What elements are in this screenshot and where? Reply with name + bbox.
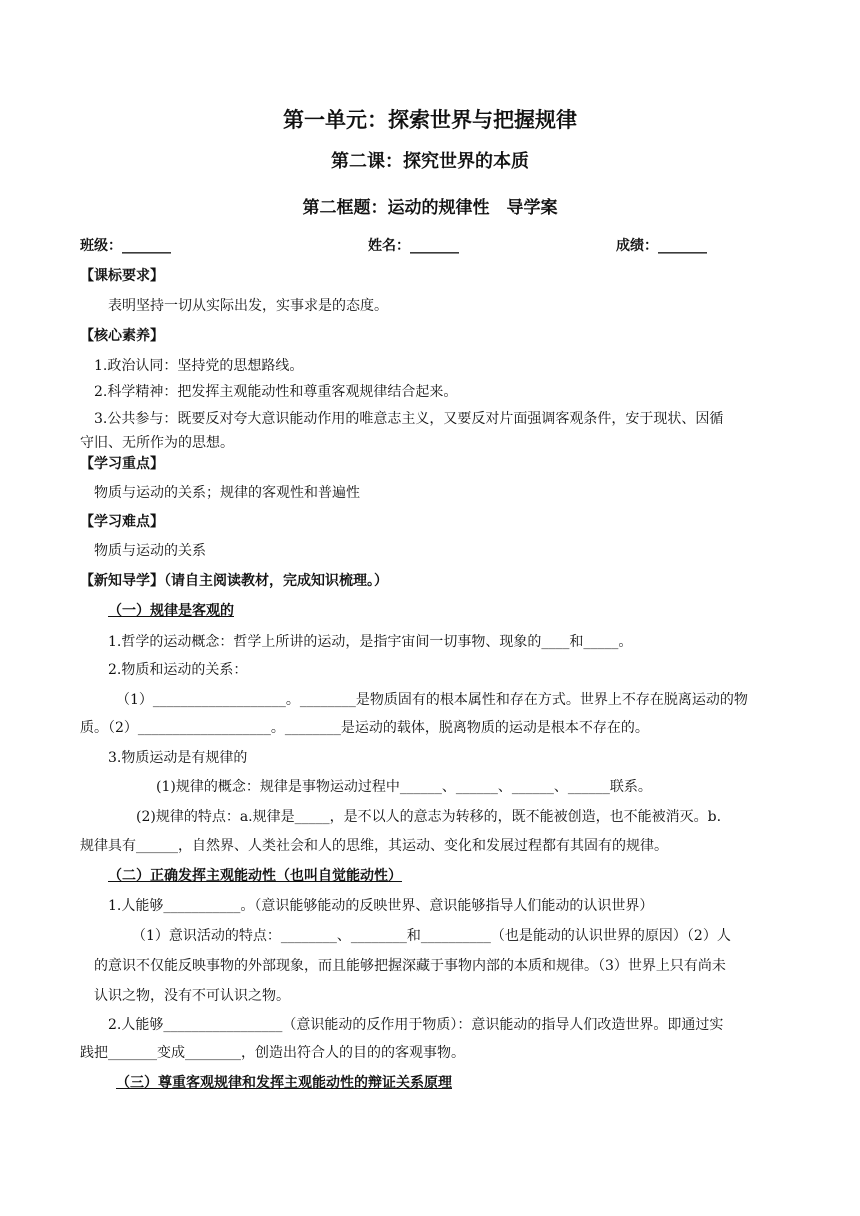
para-6-cont: 规律具有______，自然界、人类社会和人的思维，其运动、变化和发展过程都有其固有的规律。 [80, 838, 668, 854]
q-2-cont-2: 认识之物，没有不可认识之物。 [94, 988, 290, 1004]
para-4: 3.物质运动是有规律的 [108, 750, 248, 766]
topic-title: 第二框题：运动的规律性 导学案 [302, 198, 558, 218]
literacy-item-3-cont: 守旧、无所作为的思想。 [80, 435, 234, 451]
name-field: 姓名：_______ [368, 238, 459, 254]
standard-heading: 【课标要求】 [80, 268, 164, 284]
para-1: 1.哲学的运动概念：哲学上所讲的运动，是指宇宙间一切事物、现象的____和_____。 [108, 634, 633, 650]
section-2-title: （二）正确发挥主观能动性（也叫自觉能动性） [108, 868, 402, 884]
q-2: （1）意识活动的特点：________、________和__________（也是能动的认识世界的原因）（2）人 [132, 928, 731, 944]
class-field: 班级：_______ [80, 238, 171, 254]
focus-heading: 【学习重点】 [80, 456, 164, 472]
literacy-heading: 【核心素养】 [80, 328, 164, 344]
difficulty-text: 物质与运动的关系 [94, 543, 206, 559]
q-3: 2.人能够_________________（意识能动的反作用于物质）：意识能动的指导人们改造世界。即通过实 [108, 1017, 724, 1033]
newknow-heading: 【新知导学】（请自主阅读教材，完成知识梳理。） [80, 573, 388, 589]
difficulty-heading: 【学习难点】 [80, 514, 164, 530]
section-1-title: （一）规律是客观的 [108, 603, 234, 619]
literacy-item-3: 3.公共参与：既要反对夸大意识能动作用的唯意志主义，又要反对片面强调客观条件，安于现状、因循 [94, 411, 724, 427]
standard-text: 表明坚持一切从实际出发，实事求是的态度。 [108, 298, 388, 314]
para-2: 2.物质和运动的关系： [108, 662, 248, 678]
q-2-cont-1: 的意识不仅能反映事物的外部现象，而且能够把握深藏于事物内部的本质和规律。（3）世界上只有尚未 [94, 958, 726, 974]
literacy-item-1: 1.政治认同：坚持党的思想路线。 [94, 358, 304, 374]
section-3-title: （三）尊重客观规律和发挥主观能动性的辩证关系原理 [116, 1075, 452, 1091]
para-3-cont: 质。（2）___________________。________是运动的载体，脱离物质的运动是根本不存在的。 [80, 720, 649, 736]
q-3-cont: 践把_______变成________，创造出符合人的目的的客观事物。 [80, 1045, 465, 1061]
focus-text: 物质与运动的关系；规律的客观性和普遍性 [94, 485, 360, 501]
para-3: （1）___________________。________是物质固有的根本属性和存在方式。世界上不存在脱离运动的物 [116, 692, 748, 708]
para-5: (1)规律的概念：规律是事物运动过程中______、______、______、______联系。 [156, 779, 652, 795]
para-6: (2)规律的特点：a.规律是_____，是不以人的意志为转移的，既不能被创造，也不能被消灭。b. [136, 809, 722, 825]
q-1: 1.人能够___________。（意识能够能动的反映世界、意识能够指导人们能动的认识世界） [108, 898, 654, 914]
literacy-item-2: 2.科学精神：把发挥主观能动性和尊重客观规律结合起来。 [94, 384, 458, 400]
unit-title: 第一单元：探索世界与把握规律 [283, 108, 577, 132]
lesson-title: 第二课：探究世界的本质 [331, 151, 529, 172]
score-field: 成绩：_______ [616, 238, 707, 254]
